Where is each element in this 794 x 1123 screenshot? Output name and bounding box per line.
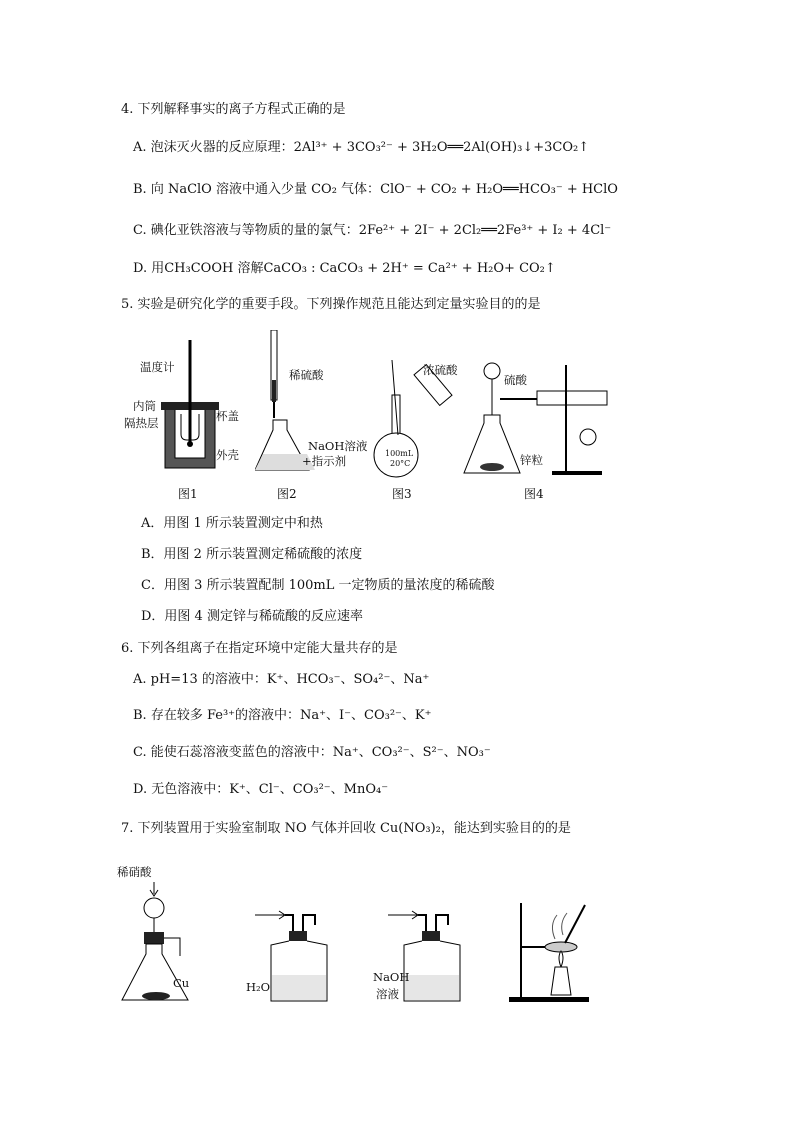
q4-stem: 4. 下列解释事实的离子方程式正确的是 (121, 102, 346, 117)
q4-c-label: C. 碘化亚铁溶液与等物质的量的氯气： (133, 223, 359, 238)
q4-option-d[interactable] (133, 260, 556, 278)
q4-a-label: A. 泡沫灭火器的反应原理： (133, 140, 294, 155)
fig1-insulation-label: 隔热层 (124, 416, 159, 430)
fig4-caption: 图4 (524, 487, 544, 501)
q5-option-a[interactable]: A．用图 1 所示装置测定中和热 (141, 516, 323, 531)
q7-stem: 7. 下列装置用于实验室制取 NO 气体并回收 Cu(NO₃)₂，能达到实验目的的是 (121, 821, 571, 836)
fig3-caption: 图3 (392, 487, 412, 501)
q4-d-label: D. 用CH₃COOH 溶解 (133, 261, 264, 276)
q6-option-b[interactable]: B. 存在较多 Fe³⁺的溶液中：Na⁺、I⁻、CO₃²⁻、K⁺ (133, 708, 432, 723)
gas-generator-figure (118, 882, 208, 1007)
fig3-temp-label: 20°C (390, 459, 411, 468)
q5-option-b[interactable]: B．用图 2 所示装置测定稀硫酸的浓度 (141, 547, 363, 562)
fig1-caption: 图1 (178, 487, 198, 501)
q5-stem: 5. 实验是研究化学的重要手段。下列操作规范且能达到定量实验目的的是 (121, 297, 541, 312)
q7-acid-label: 稀硝酸 (117, 865, 152, 879)
fig2-naoh-label: NaOH溶液 (308, 439, 368, 453)
q7-cu-label: Cu (173, 976, 190, 990)
evaporation-figure (505, 895, 595, 1005)
q4-a-equation: 2Al³⁺ + 3CO₃²⁻ + 3H₂O══2Al(OH)₃↓+3CO₂↑ (293, 140, 590, 155)
q6-option-d[interactable]: D. 无色溶液中：K⁺、Cl⁻、CO₃²⁻、MnO₄⁻ (133, 782, 389, 797)
q5-option-d[interactable]: D．用图 4 测定锌与稀硫酸的反应速率 (141, 609, 363, 624)
fig3-volume-label: 100mL (385, 449, 414, 458)
q5-option-c[interactable]: C．用图 3 所示装置配制 100mL 一定物质的量浓度的稀硫酸 (141, 578, 495, 593)
fig2-acid-label: 稀硫酸 (289, 368, 324, 382)
q4-b-equation: ClO⁻ + CO₂ + H₂O══HCO₃⁻ + HClO (380, 182, 618, 197)
fig2-indicator-label: +指示剂 (302, 454, 347, 468)
q4-d-equation: CaCO₃ : CaCO₃ + 2H⁺ = Ca²⁺ + H₂O+ CO₂↑ (263, 261, 556, 276)
fig1-thermometer-label: 温度计 (140, 360, 175, 374)
q7-water-label: H₂O (246, 980, 271, 994)
q6-stem: 6. 下列各组离子在指定环境中定能大量共存的是 (121, 641, 398, 656)
fig1-inner-label: 内筒 (133, 399, 156, 413)
fig4-acid-label: 硫酸 (504, 373, 527, 387)
q4-b-label: B. 向 NaClO 溶液中通入少量 CO₂ 气体： (133, 182, 381, 197)
q4-c-equation: 2Fe²⁺ + 2I⁻ + 2Cl₂══2Fe³⁺ + I₂ + 4Cl⁻ (358, 223, 612, 238)
q4-option-c[interactable] (133, 222, 611, 240)
fig2-caption: 图2 (277, 487, 297, 501)
q4-option-b[interactable] (133, 181, 618, 199)
fig4-zinc-label: 锌粒 (520, 453, 543, 467)
q6-option-a[interactable]: A. pH=13 的溶液中：K⁺、HCO₃⁻、SO₄²⁻、Na⁺ (133, 672, 430, 687)
fig3-acid-label: 浓硫酸 (423, 363, 458, 377)
q7-solution-label: 溶液 (376, 987, 399, 1001)
fig1-lid-label: 杯盖 (216, 409, 239, 423)
q7-naoh-label: NaOH (373, 970, 410, 984)
naoh-wash-bottle-figure (388, 905, 468, 1005)
q6-option-c[interactable]: C. 能使石蕊溶液变蓝色的溶液中：Na⁺、CO₃²⁻、S²⁻、NO₃⁻ (133, 745, 491, 760)
q4-option-a[interactable] (133, 139, 589, 157)
fig1-shell-label: 外壳 (216, 448, 239, 462)
